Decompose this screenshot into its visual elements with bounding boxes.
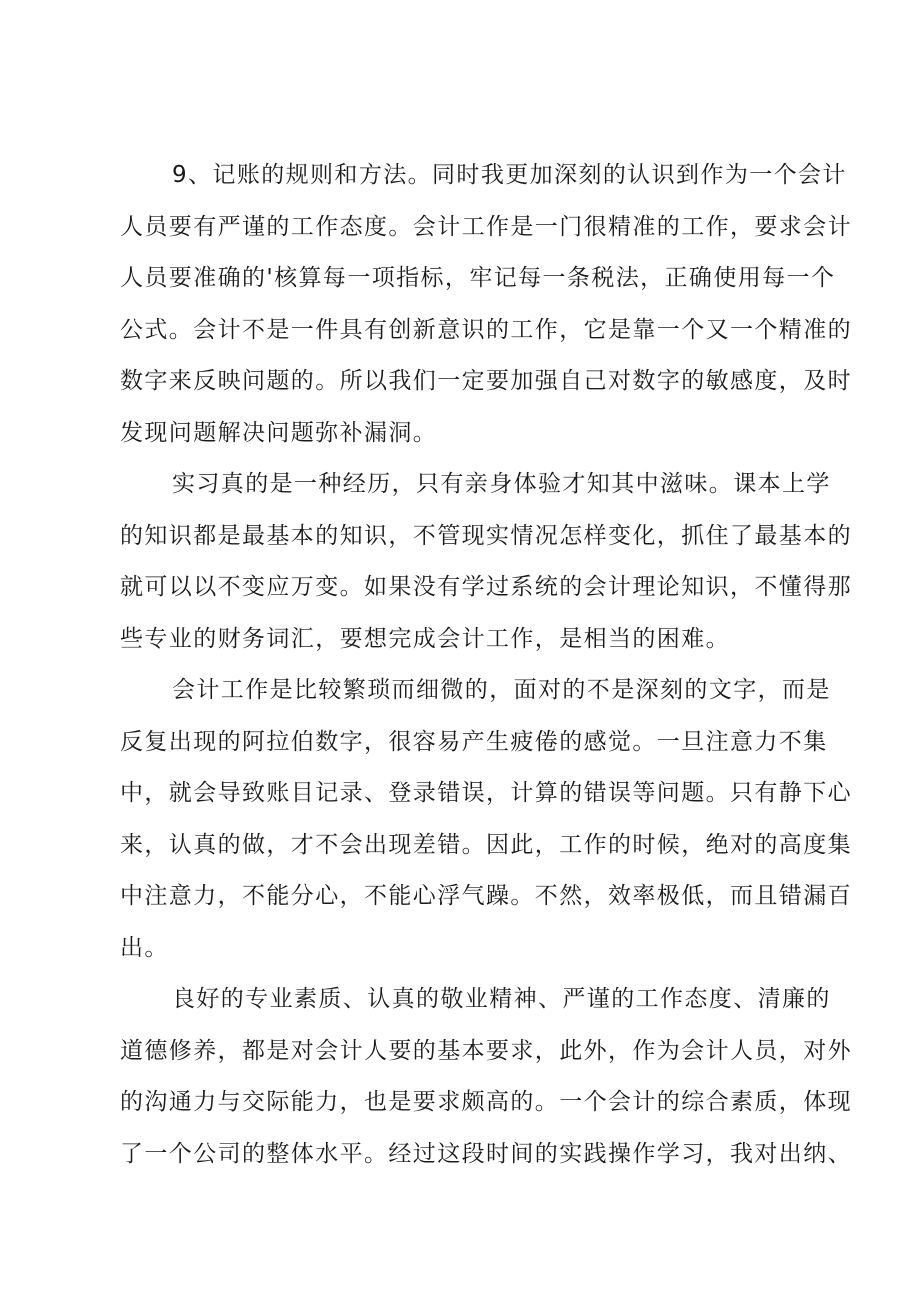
paragraph-line: 人员要有严谨的工作态度。会计工作是一门很精准的工作，要求会计 — [120, 213, 852, 240]
paragraph-1 — [120, 150, 852, 459]
paragraph-line: 良好的专业素质、认真的敬业精神、严谨的工作态度、清廉的 — [172, 986, 831, 1012]
paragraph-line: 会计工作是比较繁琐而细微的，面对的不是深刻的文字，而是 — [172, 677, 831, 703]
paragraph-2 — [120, 459, 852, 665]
paragraph-line: 中，就会导致账目记录、登录错误，计算的错误等问题。只有静下心 — [120, 780, 852, 806]
paragraph-line: 9、记账的规则和方法。同时我更加深刻的认识到作为一个会计 — [172, 162, 847, 188]
paragraph-line: 中注意力，不能分心，不能心浮气躁。不然，效率极低，而且错漏百 — [120, 883, 852, 909]
paragraph-line: 就可以以不变应万变。如果没有学过系统的会计理论知识，不懂得那 — [120, 574, 852, 600]
paragraph-line: 公式。会计不是一件具有创新意识的工作，它是靠一个又一个精准的 — [120, 316, 852, 343]
paragraph-line: 了一个公司的整体水平。经过这段时间的实践操作学习，我对出纳、 — [120, 1140, 852, 1167]
paragraph-line: 实习真的是一种经历，只有亲身体验才知其中滋味。课本上学 — [172, 471, 831, 497]
paragraph-line: 的知识都是最基本的知识，不管现实情况怎样变化，抓住了最基本的 — [120, 522, 852, 549]
document-page — [120, 150, 852, 1180]
paragraph-line: 发现问题解决问题弥补漏洞。 — [120, 419, 438, 446]
paragraph-line: 反复出现的阿拉伯数字，很容易产生疲倦的感觉。一旦注意力不集 — [120, 728, 828, 755]
paragraph-3 — [120, 665, 852, 974]
paragraph-line: 些专业的财务词汇，要想完成会计工作，是相当的困难。 — [120, 625, 730, 652]
paragraph-line: 数字来反映问题的。所以我们一定要加强自己对数字的敏感度，及时 — [120, 368, 852, 394]
paragraph-line: 来，认真的做，才不会出现差错。因此，工作的时候，绝对的高度集 — [120, 831, 852, 858]
paragraph-4 — [120, 974, 852, 1180]
paragraph-line: 人员要准确的'核算每一项指标，牢记每一条税法，正确使用每一个 — [120, 265, 836, 291]
paragraph-line: 出。 — [120, 934, 169, 961]
paragraph-line: 的沟通力与交际能力，也是要求颇高的。一个会计的综合素质，体现 — [120, 1089, 852, 1115]
paragraph-line: 道德修养，都是对会计人要的基本要求，此外，作为会计人员，对外 — [120, 1037, 852, 1064]
